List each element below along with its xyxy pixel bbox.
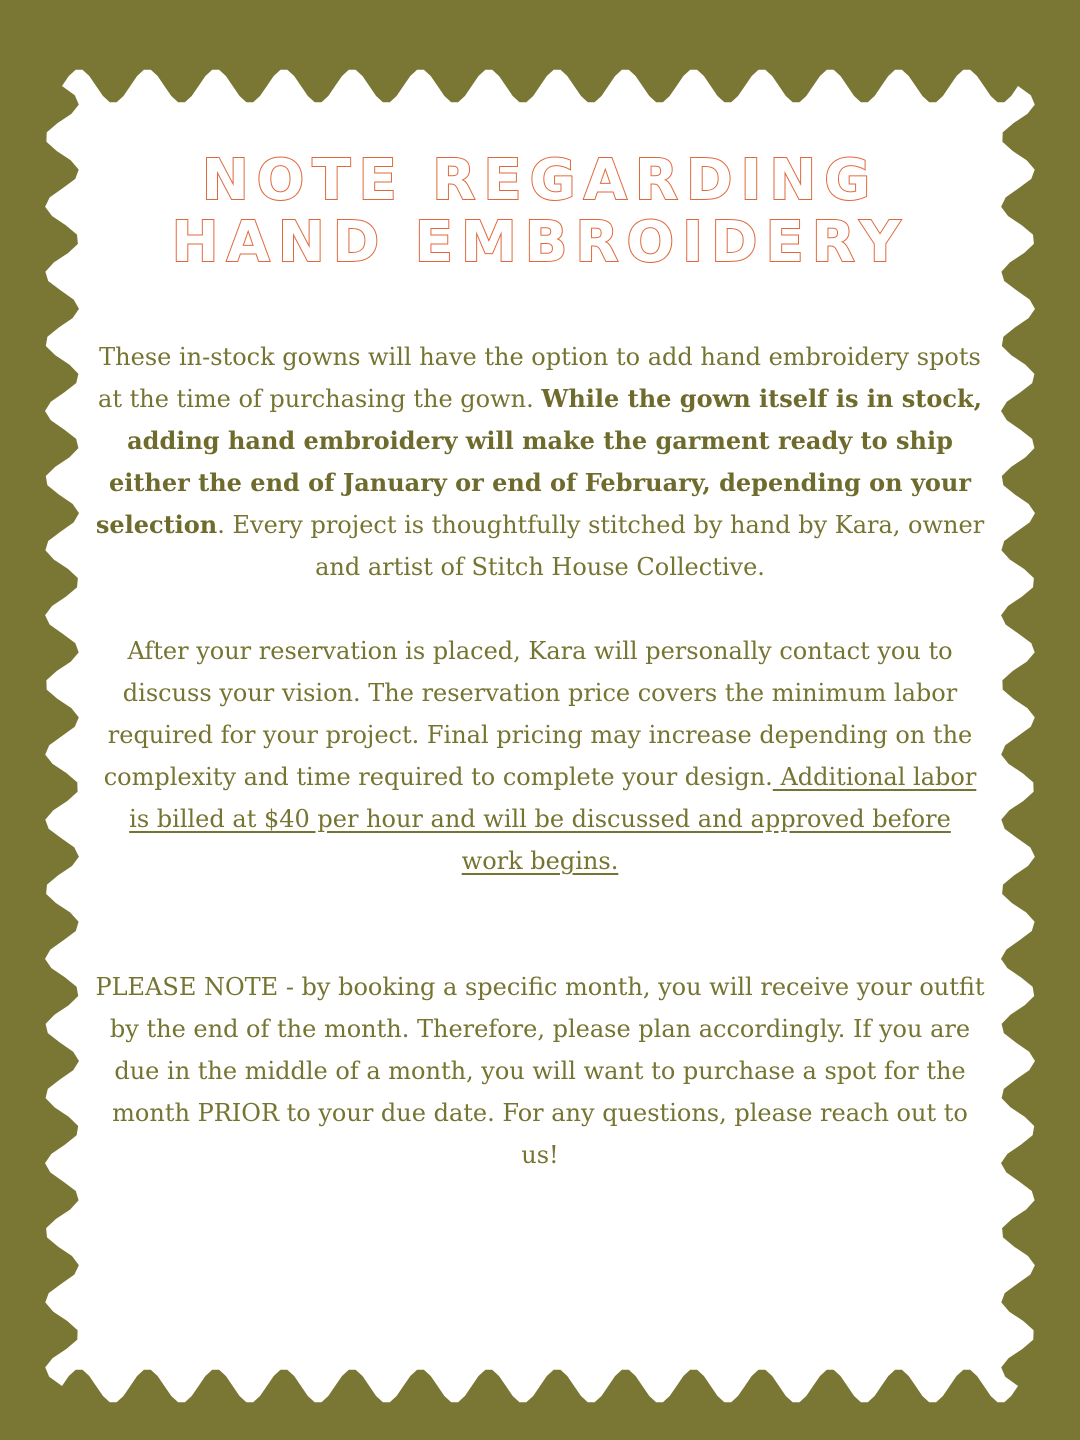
- paragraph-please-note: [95, 966, 985, 1176]
- paragraph3-text: PLEASE NOTE - by booking a specific month, you will receive your outfit by the end of the month. Therefore, please plan accordingly. If you are due in the middle of a month, you will want to purchase a spot for the month PRIOR to your due date. For any questions, please reach out to us!: [95, 973, 985, 1169]
- paragraph1-lead: These in-stock gowns will have the option to add hand embroidery spots at the time of purchasing the gown.: [98, 343, 981, 413]
- paragraph1-bold: While the gown itself is in stock, adding hand embroidery will make the garment ready to ship either the end of January or end of February, depending on your selection: [95, 384, 982, 539]
- paragraph-reservation-info: [95, 630, 985, 882]
- note-content: [95, 150, 985, 1176]
- title-line-2: HAND EMBROIDERY: [171, 210, 909, 275]
- paragraph1-tail: . Every project is thoughtfully stitched by hand by Kara, owner and artist of Stitch House Collective.: [217, 511, 985, 581]
- paragraph-embroidery-info: [95, 336, 985, 588]
- title-line-1: NOTE REGARDING: [201, 148, 879, 213]
- paragraph2-lead: After your reservation is placed, Kara will personally contact you to discuss your vision. The reservation price covers the minimum labor required for your project. Final pricing may increase depending on the complexity and time required to complete your design.: [103, 637, 973, 791]
- paragraph2-underlined: Additional labor is billed at $40 per hour and will be discussed and approved before work begins.: [129, 763, 977, 875]
- page-title: [95, 150, 985, 274]
